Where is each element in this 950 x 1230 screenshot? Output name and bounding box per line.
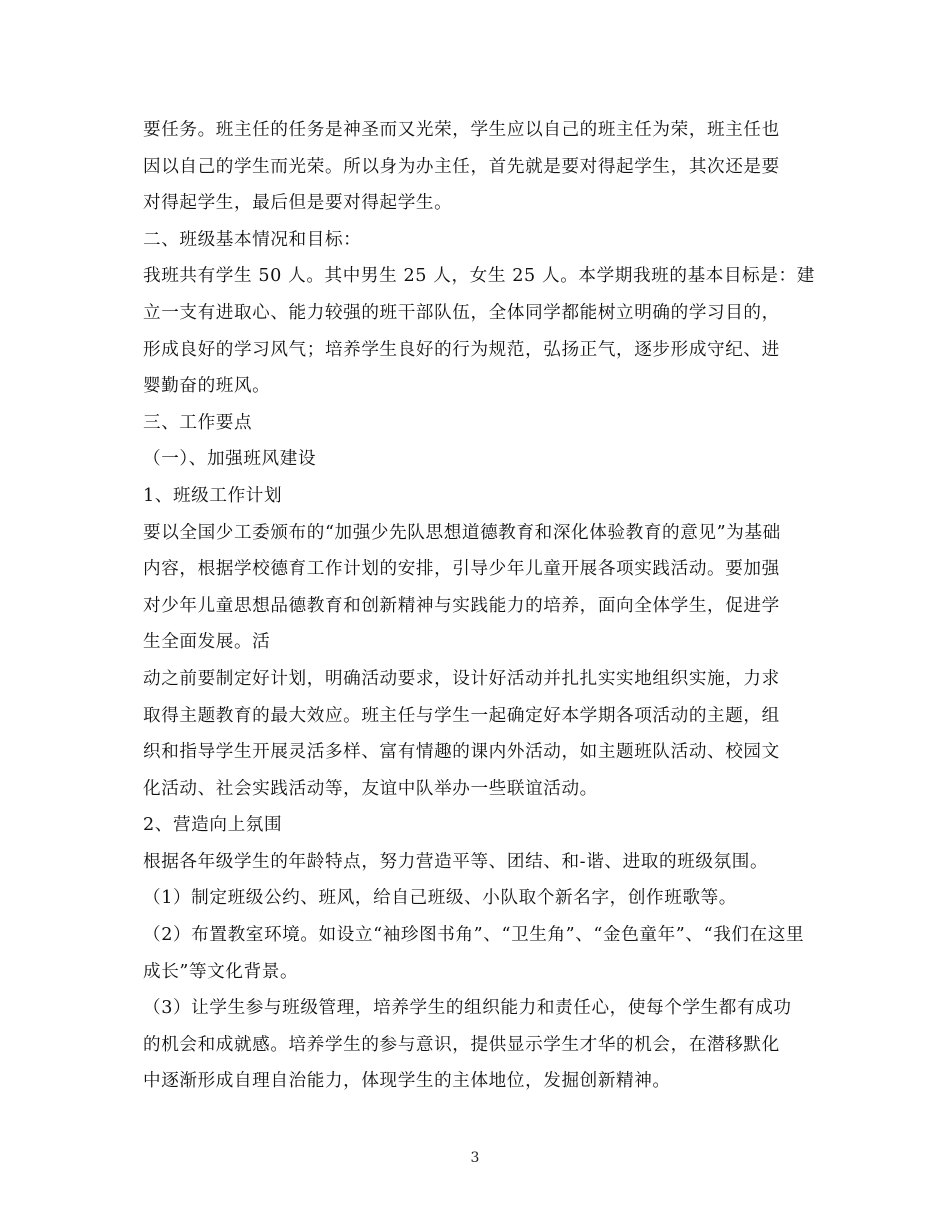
- section-heading: 二、班级基本情况和目标：: [143, 229, 362, 250]
- section-heading: 三、工作要点: [143, 412, 253, 433]
- item-heading: 2、营造向上氛围: [143, 815, 283, 836]
- text-line: 内容，根据学校德育工作计划的安排，引导少年儿童开展各项实践活动。要加强: [143, 559, 780, 580]
- text-line: 生全面发展。活: [143, 632, 271, 653]
- text-line: 要任务。班主任的任务是神圣而又光荣，学生应以自己的班主任为荣，班主任也: [143, 120, 780, 140]
- list-item: （1）制定班级公约、班风，给自己班级、小队取个新名字，创作班歌等。: [143, 888, 737, 909]
- list-item: （3）让学生参与班级管理，培养学生的组织能力和责任心，使每个学生都有成功: [143, 998, 792, 1019]
- text-line: 织和指导学生开展灵活多样、富有情趣的课内外活动，如主题班队活动、校园文: [143, 742, 780, 763]
- subsection-heading: （一）、加强班风建设: [143, 449, 317, 470]
- text-line: 婴勤奋的班风。: [143, 376, 271, 397]
- page-number: 3: [470, 1150, 480, 1166]
- body-text: [143, 112, 813, 1100]
- text-line: 动之前要制定好计划，明确活动要求，设计好活动并扎扎实实地组织实施，力求: [143, 668, 780, 689]
- item-heading: 1、班级工作计划: [143, 485, 283, 506]
- text-line: 根据各年级学生的年龄特点，努力营造平等、团结、和-谐、进取的班级氛围。: [143, 851, 769, 872]
- text-line: 形成良好的学习风气；培养学生良好的行为规范，弘扬正气，逐步形成守纪、进: [143, 339, 780, 360]
- text-line: 因以自己的学生而光荣。所以身为办主任，首先就是要对得起学生，其次还是要: [143, 156, 780, 177]
- text-line: 中逐渐形成自理自治能力，体现学生的主体地位，发掘创新精神。: [143, 1071, 671, 1092]
- text-line: 我班共有学生 50 人。其中男生 25 人，女生 25 人。本学期我班的基本目标是：建: [143, 266, 815, 287]
- text-line: 对少年儿童思想品德教育和创新精神与实践能力的培养，面向全体学生，促进学: [143, 595, 780, 616]
- text-line: 要以全国少工委颁布的“加强少先队思想道德教育和深化体验教育的意见”为基础: [143, 522, 781, 543]
- list-item: （2）布置教室环境。如设立“袖珍图书角”、“卫生角”、“金色童年”、“我们在这里: [143, 925, 805, 946]
- text-line: 成长”等文化背景。: [143, 961, 299, 982]
- text-line: 立一支有进取心、能力较强的班干部队伍，全体同学都能树立明确的学习目的，: [143, 302, 780, 323]
- text-line: 取得主题教育的最大效应。班主任与学生一起确定好本学期各项活动的主题，组: [143, 705, 780, 726]
- text-line: 的机会和成就感。培养学生的参与意识，提供显示学生才华的机会，在潜移默化: [143, 1034, 780, 1055]
- text-line: 化活动、社会实践活动等，友谊中队举办一些联谊活动。: [143, 778, 598, 799]
- text-line: 对得起学生，最后但是要对得起学生。: [143, 193, 453, 214]
